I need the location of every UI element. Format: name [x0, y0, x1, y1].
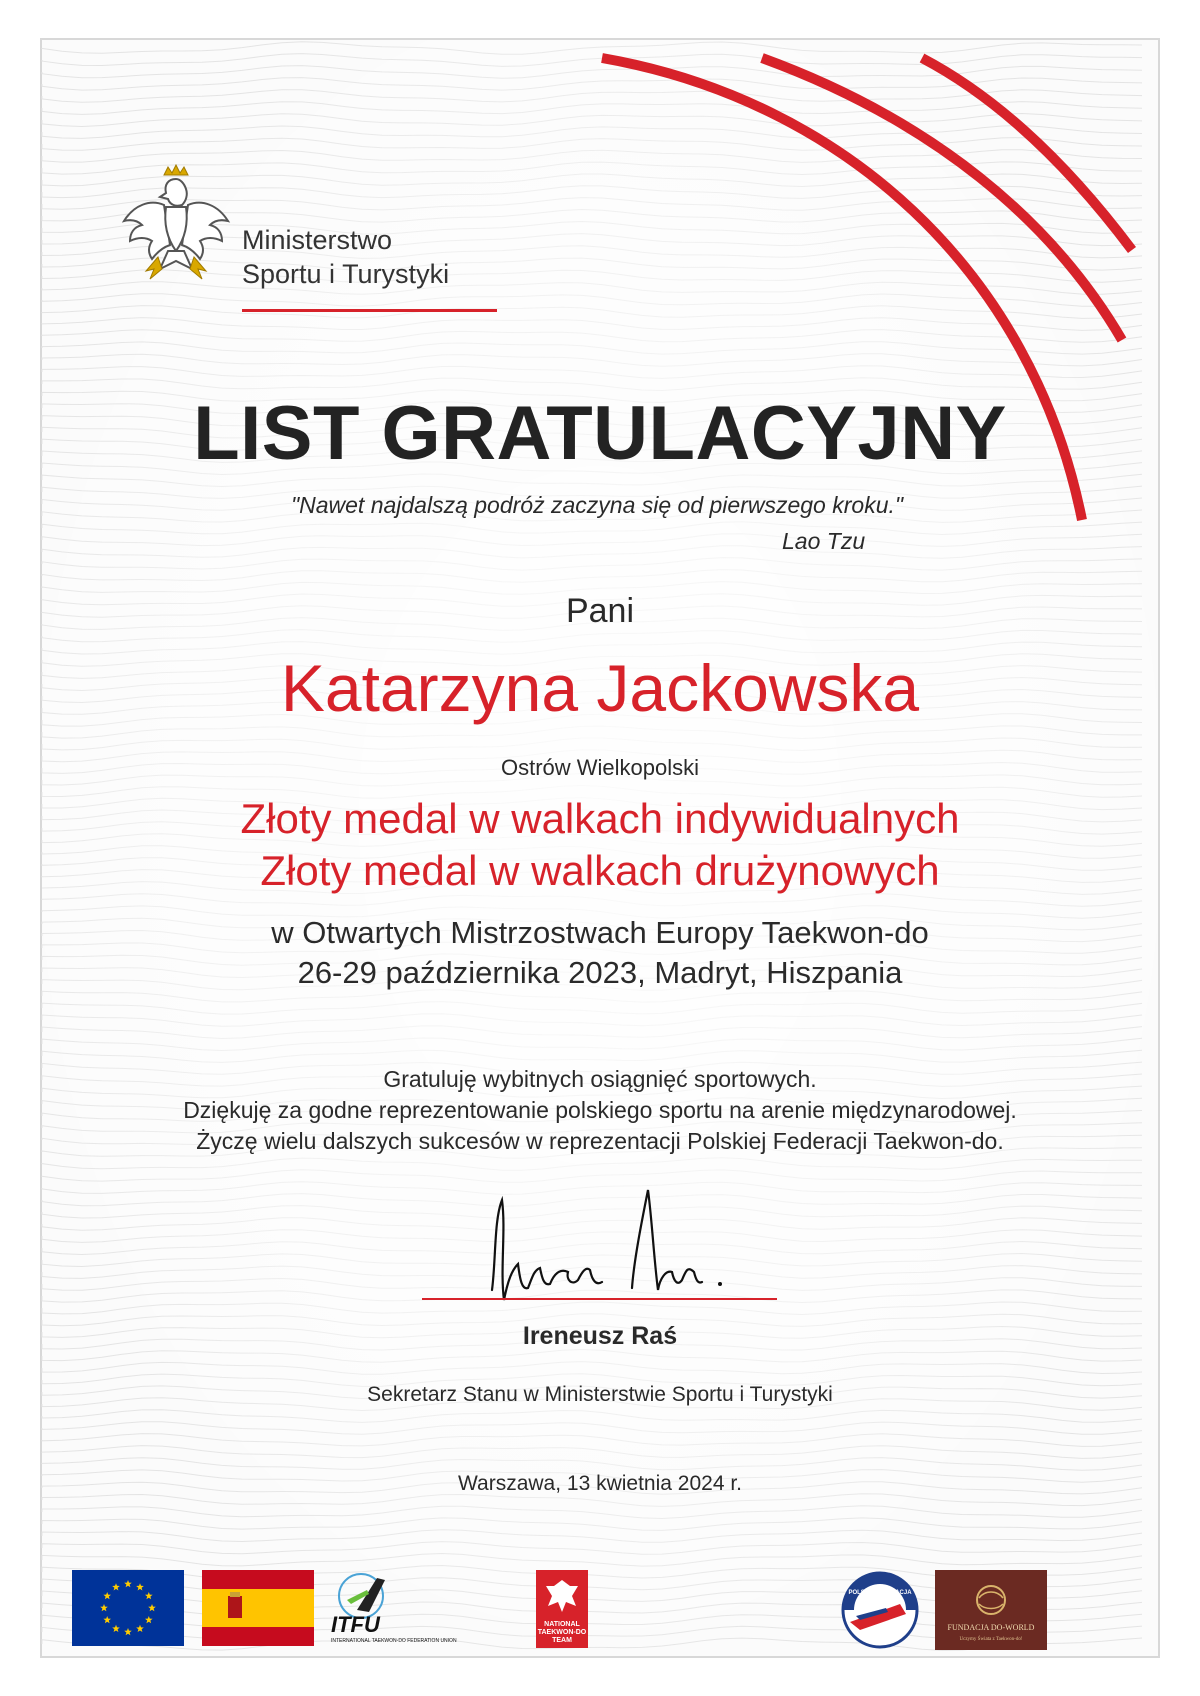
signatory-name: Ireneusz Raś: [522, 1322, 678, 1350]
certificate-title: LIST GRATULACYJNY: [193, 391, 1007, 476]
do-world-foundation-logo: [935, 1570, 1047, 1650]
signature-line: [422, 1298, 777, 1300]
ministry-name-line1: Ministerstwo: [242, 225, 393, 255]
place-and-date: Warszawa, 13 kwietnia 2024 r.: [457, 1472, 743, 1495]
ministry-red-underline: [242, 309, 497, 312]
recipient-city: Ostrów Wielkopolski: [500, 755, 700, 780]
achievement-individual: Złoty medal w walkach indywidualnych: [240, 795, 960, 842]
message-line: Życzę wielu dalszych sukcesów w reprezentacji Polskiej Federacji Taekwon-do.: [196, 1128, 1004, 1154]
event-name: w Otwartych Mistrzostwach Europy Taekwon-do: [271, 915, 929, 950]
do-world-subtext: Uczymy Świata z Taekwon-do!: [959, 1637, 1023, 1642]
polish-federation-text: POLSKA FEDERACJA: [848, 1590, 912, 1596]
ministry-header: [120, 165, 520, 325]
message-line: Dziękuję za godne reprezentowanie polskiego sportu na arenie międzynarodowej.: [183, 1097, 1017, 1123]
itfu-subtext: INTERNATIONAL TAEKWON-DO FEDERATION UNION: [331, 1638, 457, 1644]
polish-federation-logo: [840, 1570, 920, 1650]
quote-text: "Nawet najdalszą podróż zaczyna się od pierwszego kroku.": [290, 492, 904, 518]
itfu-text: ITFU: [331, 1612, 380, 1637]
do-world-text: FUNDACJA DO-WORLD: [947, 1623, 1035, 1632]
ministry-name-line2: Sportu i Turystyki: [242, 259, 450, 289]
handwritten-signature: [482, 1180, 742, 1310]
ministry-name: [242, 223, 449, 291]
national-team-text-3: TEAM: [552, 1637, 572, 1644]
national-team-text-2: TAEKWON-DO: [537, 1629, 587, 1636]
signatory-title: Sekretarz Stanu w Ministerstwie Sportu i Turystyki: [367, 1383, 833, 1406]
certificate: [40, 38, 1160, 1658]
achievement-team: Złoty medal w walkach drużynowych: [260, 847, 940, 894]
partner-logos: [42, 1570, 1158, 1660]
national-team-text-1: NATIONAL: [544, 1621, 580, 1628]
itfu-logo: [327, 1570, 457, 1648]
event-date-place: 26-29 października 2023, Madryt, Hiszpania: [297, 955, 903, 990]
salutation: Pani: [565, 592, 635, 630]
polish-eagle-emblem: [120, 165, 232, 285]
eu-flag-icon: [72, 1570, 184, 1646]
recipient-name: Katarzyna Jackowska: [280, 651, 920, 725]
national-team-logo: [532, 1570, 592, 1648]
quote-author: Lao Tzu: [782, 528, 866, 554]
message-line: Gratuluję wybitnych osiągnięć sportowych.: [383, 1066, 817, 1092]
spain-flag-icon: [202, 1570, 314, 1646]
